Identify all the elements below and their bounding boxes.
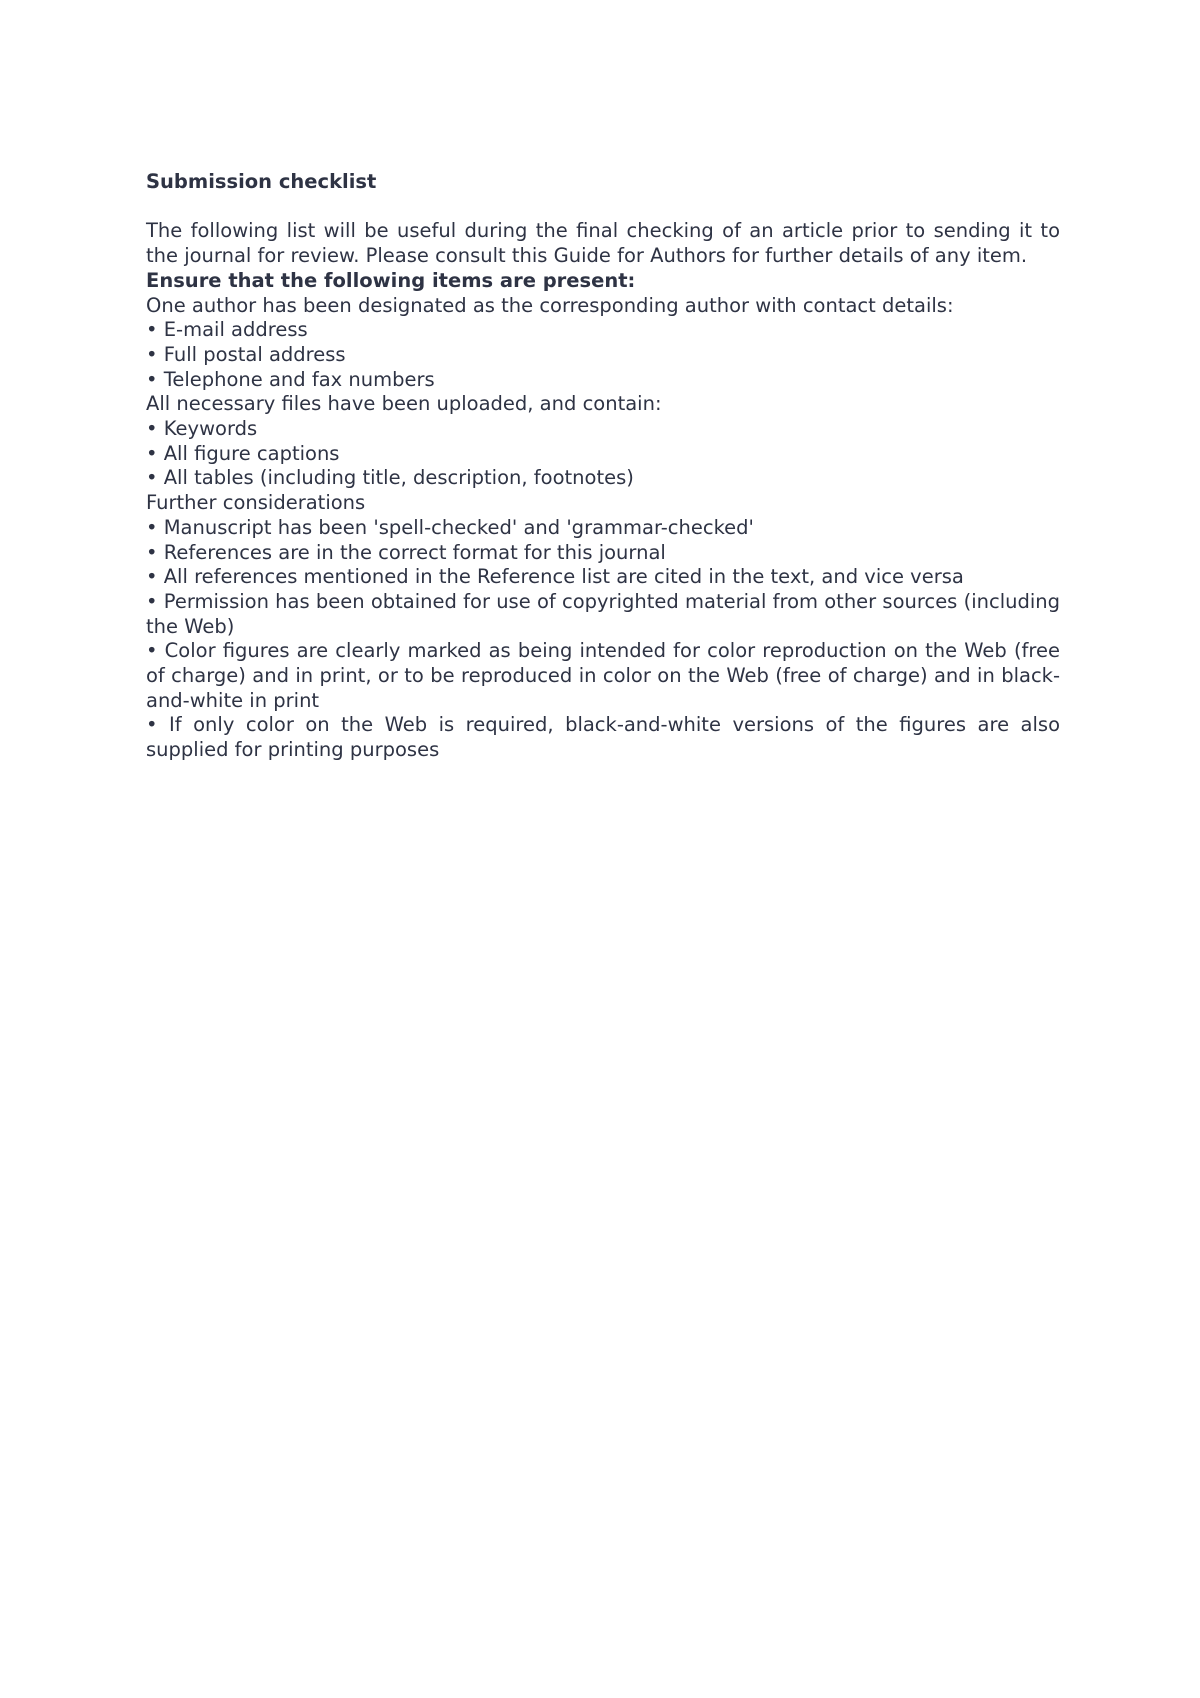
bullet-icon: •: [146, 639, 158, 663]
list-item: [146, 343, 1060, 368]
bullet-icon: •: [146, 342, 158, 366]
list-item-text: Telephone and fax numbers: [163, 367, 435, 391]
author-intro: One author has been designated as the corresponding author with contact details:: [146, 293, 954, 317]
bullet-icon: •: [146, 318, 158, 342]
bullet-icon: •: [146, 540, 158, 564]
bullet-icon: •: [146, 589, 158, 613]
files-intro: All necessary files have been uploaded, and contain:: [146, 392, 662, 416]
list-item: [146, 590, 1060, 639]
list-item-text: Permission has been obtained for use of copyrighted material from other sources (including the Web): [146, 589, 1060, 638]
bullet-icon: •: [146, 367, 158, 391]
bullet-icon: •: [146, 515, 158, 539]
list-item: [146, 318, 1060, 343]
list-item-text: Keywords: [163, 417, 258, 441]
ensure-heading: Ensure that the following items are present:: [146, 268, 636, 292]
bullet-icon: •: [146, 466, 158, 490]
page-title: Submission checklist: [146, 170, 377, 193]
list-item: [146, 565, 1060, 590]
list-item-text: Manuscript has been 'spell-checked' and 'grammar-checked': [163, 515, 754, 539]
list-item-text: If only color on the Web is required, black-and-white versions of the figures are also supplied for printing purposes: [146, 713, 1061, 762]
list-item-text: All tables (including title, description, footnotes): [163, 466, 634, 490]
list-item: [146, 541, 1060, 566]
list-item: [146, 466, 1060, 491]
list-item: [146, 442, 1060, 467]
list-item-text: Full postal address: [163, 342, 346, 366]
list-item: [146, 713, 1060, 762]
further-intro: Further considerations: [146, 491, 366, 515]
document-page: [146, 170, 1060, 763]
list-item-text: All references mentioned in the Reference list are cited in the text, and vice versa: [163, 565, 964, 589]
list-item: [146, 417, 1060, 442]
list-item: [146, 368, 1060, 393]
list-item-text: E-mail address: [163, 318, 308, 342]
list-item-text: References are in the correct format for this journal: [163, 540, 666, 564]
list-item: [146, 639, 1060, 713]
list-item-text: All figure captions: [163, 441, 340, 465]
list-item-text: Color figures are clearly marked as being intended for color reproduction on the Web (free of charge) and in print, or to be reproduced in color on the Web (free of charge) and in black-and-white in print: [146, 639, 1061, 712]
bullet-icon: •: [146, 565, 158, 589]
intro-paragraph: The following list will be useful during the final checking of an article prior to sending it to the journal for review. Please consult this Guide for Authors for further details of any item.: [146, 219, 1060, 268]
bullet-icon: •: [146, 713, 158, 737]
bullet-icon: •: [146, 417, 158, 441]
bullet-icon: •: [146, 441, 158, 465]
list-item: [146, 516, 1060, 541]
